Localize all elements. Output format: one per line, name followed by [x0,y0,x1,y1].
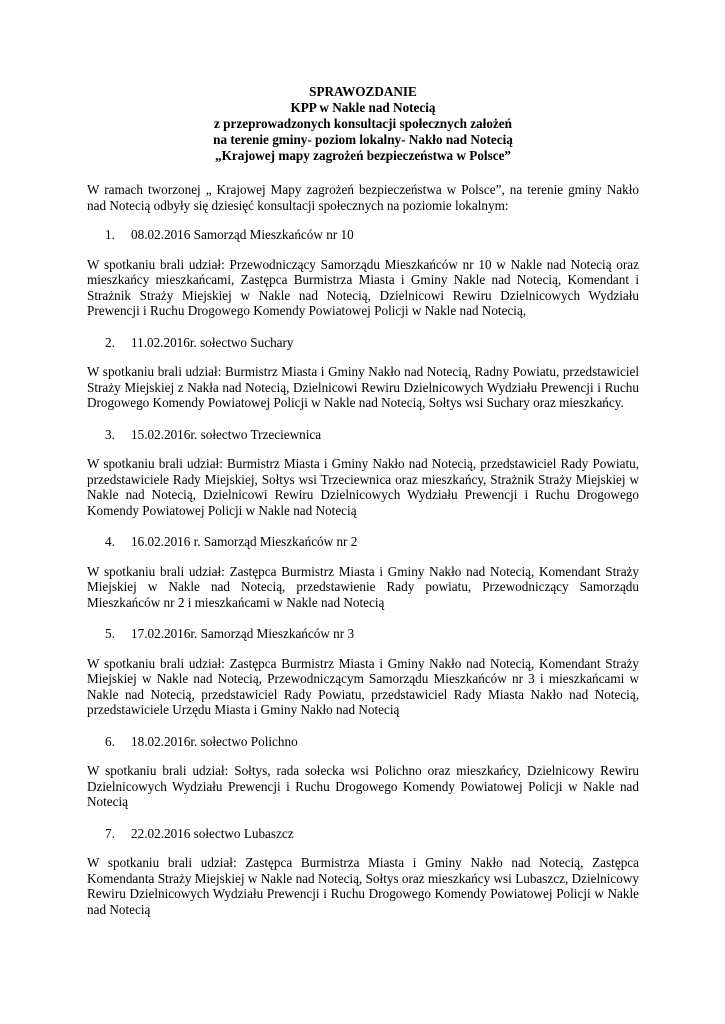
entry-heading [87,534,639,550]
entry-number: 6. [105,733,115,749]
entry [87,227,639,319]
entry-number: 5. [105,626,115,641]
entry [87,734,639,810]
entry-title: 17.02.2016r. Samorząd Mieszkańców nr 3 [131,626,355,641]
entry-description: W spotkaniu brali udział: Zastępca Burmistrz Miasta i Gminy Nakło nad Notecią, Komendant Straży Miejskiej w Nakle nad Notecią, Przewodniczącym Samorządu Mieszkańców nr 3 i mieszkańcami w Nakle nad Notecią, przedstawiciel Rady Powiatu, przedstawiciel Rady Miasta Nakło nad Notecią, przedstawiciele Urzędu Miasta i Gminy Nakło nad Notecią [87,655,639,717]
title-line: na terenie gminy- poziom lokalny- Nakło nad Notecią [213,132,513,147]
entry-heading [87,626,639,642]
entry-number: 3. [105,426,115,442]
entry [87,626,639,718]
entry-heading [87,335,639,351]
entry [87,335,639,411]
entry [87,826,639,918]
entry-number: 1. [105,227,115,242]
entry-description: W spotkaniu brali udział: Sołtys, rada sołecka wsi Polichno oraz mieszkańcy, Dzielnicowy Rewiru Dzielnicowych Wydziału Prewencji i Ruchu Drogowego Komendy Powiatowej Policji w Nakle nad Notecią [87,763,639,809]
document-title [87,84,639,164]
title-line: „Krajowej mapy zagrożeń bezpieczeństwa w Polsce” [214,148,512,163]
entry-list [87,227,639,917]
entry-number: 7. [105,825,115,841]
entry-number: 2. [105,334,115,350]
title-line: z przeprowadzonych konsultacji społecznych założeń [214,116,512,131]
entry [87,534,639,610]
entry-heading [87,227,639,243]
document-page [87,84,639,933]
entry-title: 08.02.2016 Samorząd Mieszkańców nr 10 [131,227,354,242]
entry-title: 11.02.2016r. sołectwo Suchary [131,334,294,350]
entry-title: 15.02.2016r. sołectwo Trzeciewnica [131,426,322,442]
intro-paragraph: W ramach tworzonej „ Krajowej Mapy zagrożeń bezpieczeństwa w Polsce”, na terenie gminy Nakło nad Notecią odbyły się dziesięć konsultacji społecznych na poziomie lokalnym: [87,182,639,213]
entry [87,427,639,519]
entry-heading [87,826,639,842]
entry-description: W spotkaniu brali udział: Przewodniczący Samorządu Mieszkańców nr 10 w Nakle nad Notecią oraz mieszkańcy mieszkańcami, Zastępca Burmistrza Miasta i Gminy Nakle nad Notecią, Komendant i Strażnik Straży Miejskiej w Nakle nad Notecią, Dzielnicowi Rewiru Dzielnicowych Wydziału Prewencji i Ruchu Drogowego Komendy Powiatowej Policji w Nakle nad Notecią, [87,256,639,318]
entry-title: 22.02.2016 sołectwo Lubaszcz [131,825,294,841]
entry-title: 18.02.2016r. sołectwo Polichno [131,733,298,749]
entry-description: W spotkaniu brali udział: Burmistrz Miasta i Gminy Nakło nad Notecią, Radny Powiatu, przedstawiciel Straży Miejskiej z Nakła nad Notecią, Dzielnicowi Rewiru Dzielnicowych Wydziału Prewencji i Ruchu Drogowego Komendy Powiatowej Policji w Nakle nad Notecią, Sołtys wsi Suchary oraz mieszkańcy. [87,364,639,410]
entry-heading [87,734,639,750]
entry-heading [87,427,639,443]
entry-description: W spotkaniu brali udział: Burmistrz Miasta i Gminy Nakło nad Notecią, przedstawiciel Rady Powiatu, przedstawiciele Rady Miejskiej, Sołtys wsi Trzeciewnica oraz mieszkańcy, Strażnik Straży Miejskiej w Nakle nad Notecią, Dzielnicowi Rewiru Dzielnicowych Wydziału Prewencji i Ruchu Drogowego Komendy Powiatowej Policji w Nakle nad Notecią [87,456,639,518]
entry-title: 16.02.2016 r. Samorząd Mieszkańców nr 2 [131,534,358,549]
title-line: SPRAWOZDANIE [309,84,417,99]
entry-description: W spotkaniu brali udział: Zastępca Burmistrza Miasta i Gminy Nakło nad Notecią, Zastępca Komendanta Straży Miejskiej w Nakle nad Notecią, Sołtys oraz mieszkańcy wsi Lubaszcz, Dzielnicowy Rewiru Dzielnicowych Wydziału Prewencji i Ruchu Drogowego Komendy Powiatowej Policji w Nakle nad Notecią [87,855,639,917]
title-line: KPP w Nakle nad Notecią [290,100,436,115]
entry-number: 4. [105,534,115,549]
entry-description: W spotkaniu brali udział: Zastępca Burmistrz Miasta i Gminy Nakło nad Notecią, Komendant Straży Miejskiej w Nakle nad Notecią, przedstawienie Rady powiatu, Przewodniczący Samorządu Mieszkańców nr 2 i mieszkańcami w Nakle nad Notecią [87,563,639,610]
